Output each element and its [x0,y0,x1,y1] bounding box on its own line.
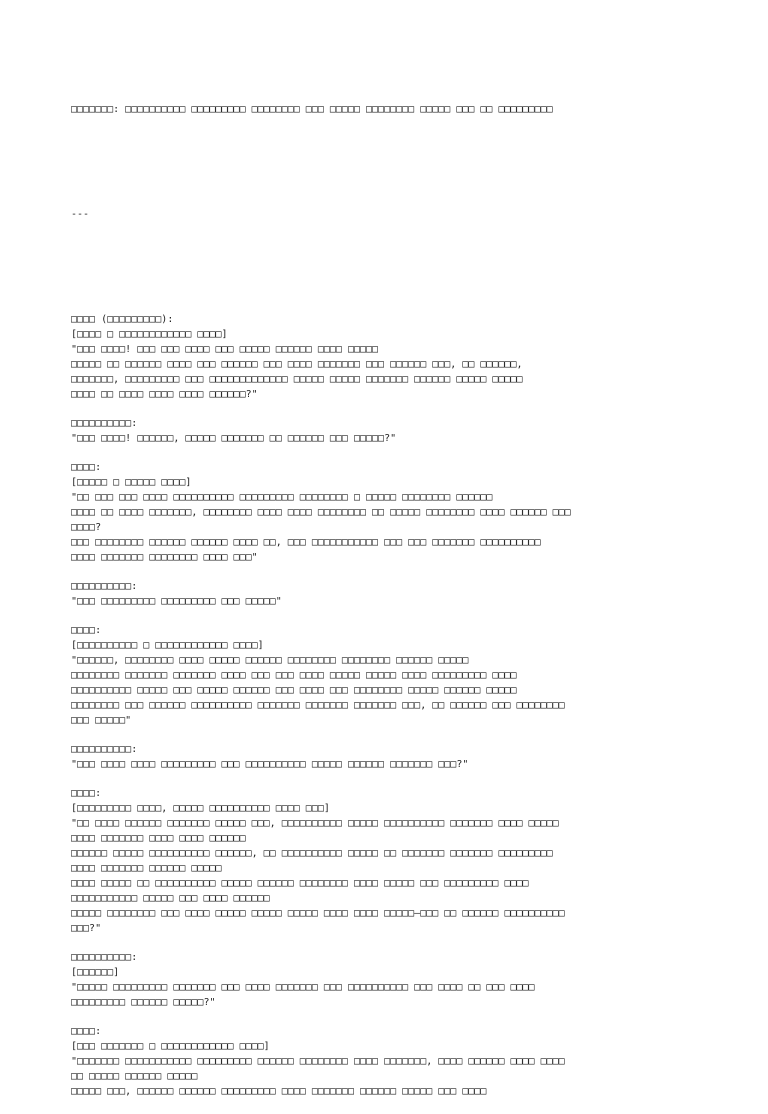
dialogue-blocks [71,312,731,1099]
dialogue-line: □□ □□□□□ □□□□□□ □□□□□ [71,1071,198,1082]
speaker-label: □□□□□□□□□□: [71,418,138,429]
dialogue-line: "□□□ □□□□ □□□□ □□□□□□□□□ □□□ □□□□□□□□□□ □□□□□ □□□□□□ □□□□□□□ □□□?" [71,759,469,770]
dialogue-line: □□□□□ □□□□□□□□ □□□ □□□□ □□□□□ □□□□□ □□□□□ □□□□ □□□□ □□□□□—□□□ □□ □□□□□□ □□□□□□□□□□ [71,908,565,919]
dialogue-block [71,416,731,446]
speaker-label: □□□□: [71,625,102,636]
dialogue-block [71,312,731,402]
dialogue-line: □□□□ □□ □□□□ □□□□□□□, □□□□□□□□ □□□□ □□□□ □□□□□□□□ □□ □□□□□ □□□□□□□□ □□□□ □□□□□□ □□□ [71,507,571,518]
dialogue-line: □□□□□□□, □□□□□□□□□ □□□ □□□□□□□□□□□□□ □□□□□ □□□□□ □□□□□□□ □□□□□□ □□□□□ □□□□□ [71,374,523,385]
dialogue-line: "□□ □□□ □□□ □□□□ □□□□□□□□□□ □□□□□□□□□ □□□□□□□□ □ □□□□□ □□□□□□□□ □□□□□□ [71,492,493,503]
dialogue-line: □□□□ □□□□□□□ □□□□□□ □□□□□ [71,863,222,874]
dialogue-line: "□□□□□□, □□□□□□□□ □□□□ □□□□□ □□□□□□ □□□□□□□□ □□□□□□□□ □□□□□□ □□□□□ [71,655,469,666]
transcript-document [71,72,731,1114]
dialogue-line: □□□?" [71,923,102,934]
document-header: □□□□□□□: □□□□□□□□□□ □□□□□□□□□ □□□□□□□□ □□□ □□□□□ □□□□□□□□ □□□□□ □□□ □□ □□□□□□□□□ [71,104,553,115]
spacer [71,252,731,282]
spacer [71,728,731,742]
dialogue-line: □□□□□□□□□ □□□□□□ □□□□□?" [71,997,216,1008]
spacer [71,565,731,579]
dialogue-line: □□□ □□□□□" [71,715,132,726]
dialogue-block [71,950,731,1010]
speaker-label: □□□□: [71,462,102,473]
dialogue-line: [□□□□□□□□□ □□□□, □□□□□ □□□□□□□□□□ □□□□ □□□] [71,803,330,814]
spacer [71,147,731,177]
speaker-label: □□□□□□□□□□: [71,744,138,755]
spacer [71,772,731,786]
dialogue-line: □□□□□□□□ □□□□□□□ □□□□□□□ □□□□ □□□ □□□ □□□□ □□□□□ □□□□□ □□□□ □□□□□□□□□ □□□□ [71,670,517,681]
dialogue-line: □□□□ □□□□□□□ □□□□□□□□ □□□□ □□□" [71,552,258,563]
dialogue-block [71,786,731,936]
dialogue-block [71,742,731,772]
dialogue-block [71,460,731,565]
dialogue-line: □□□□□□□□□□□ □□□□□ □□□ □□□□ □□□□□□ [71,893,270,904]
dialogue-line: "□□□ □□□□□□□□□ □□□□□□□□□ □□□ □□□□□" [71,596,282,607]
dialogue-line: □□□□□□□□ □□□ □□□□□□ □□□□□□□□□□ □□□□□□□ □□□□□□□ □□□□□□□ □□□, □□ □□□□□□ □□□ □□□□□□□□ [71,700,565,711]
dialogue-line: [□□□ □□□□□□□ □ □□□□□□□□□□□□ □□□□] [71,1041,270,1052]
dialogue-line: □□□ □□□□□□□□ □□□□□□ □□□□□□ □□□□ □□, □□□ □□□□□□□□□□□ □□□ □□□ □□□□□□□ □□□□□□□□□□ [71,537,541,548]
dialogue-line: □□□□□□ □□□□□ □□□□□□□□□□ □□□□□□, □□ □□□□□□□□□□ □□□□□ □□ □□□□□□□ □□□□□□□ □□□□□□□□□ [71,848,553,859]
dialogue-line: □□□□□□□□□□ □□□□□ □□□ □□□□□ □□□□□□ □□□ □□□□ □□□ □□□□□□□□ □□□□□ □□□□□□ □□□□□ [71,685,517,696]
dialogue-line: "□□□□□□□ □□□□□□□□□□□ □□□□□□□□□ □□□□□□ □□□□□□□□ □□□□ □□□□□□□, □□□□ □□□□□□ □□□□ □□□□ [71,1056,565,1067]
section-separator: --- [71,209,90,220]
dialogue-block [71,579,731,609]
spacer [71,446,731,460]
dialogue-line: [□□□□□□□□□□ □ □□□□□□□□□□□□ □□□□] [71,640,264,651]
dialogue-line: □□□□□ □□ □□□□□□ □□□□ □□□ □□□□□□ □□□ □□□□ □□□□□□□ □□□ □□□□□□ □□□, □□ □□□□□□, [71,359,523,370]
dialogue-line: □□□□? [71,522,102,533]
dialogue-line: "□□□ □□□□! □□□□□□, □□□□□ □□□□□□□ □□ □□□□□□ □□□ □□□□□?" [71,433,397,444]
dialogue-line: □□□□ □□□□□ □□ □□□□□□□□□□ □□□□□ □□□□□□ □□□□□□□□ □□□□ □□□□□ □□□ □□□□□□□□□ □□□□ [71,878,529,889]
speaker-label: □□□□: [71,1026,102,1037]
spacer [71,1010,731,1024]
dialogue-line: □□□□ □□ □□□□ □□□□ □□□□ □□□□□□?" [71,389,258,400]
speaker-label: □□□□□□□□□□: [71,581,138,592]
dialogue-line: □□□□□ □□□, □□□□□□ □□□□□□ □□□□□□□□□ □□□□ □□□□□□□ □□□□□□ □□□□□ □□□ □□□□ [71,1086,487,1097]
speaker-label: □□□□: [71,788,102,799]
dialogue-block [71,1024,731,1099]
dialogue-line: [□□□□ □ □□□□□□□□□□□□ □□□□] [71,329,228,340]
dialogue-line: "□□□□□ □□□□□□□□□ □□□□□□□ □□□ □□□□ □□□□□□□ □□□ □□□□□□□□□□ □□□ □□□□ □□ □□□ □□□□ [71,982,535,993]
dialogue-line: □□□□ □□□□□□□ □□□□ □□□□ □□□□□□ [71,833,246,844]
spacer [71,609,731,623]
dialogue-block [71,623,731,728]
dialogue-line: [□□□□□ □ □□□□□ □□□□] [71,477,192,488]
spacer [71,936,731,950]
spacer [71,402,731,416]
dialogue-line: [□□□□□□] [71,967,120,978]
speaker-label: □□□□□□□□□□: [71,952,138,963]
dialogue-line: "□□□ □□□□! □□□ □□□ □□□□ □□□ □□□□□ □□□□□□ □□□□ □□□□□ [71,344,379,355]
speaker-label: □□□□ (□□□□□□□□□): [71,314,174,325]
dialogue-line: "□□ □□□□ □□□□□□ □□□□□□□ □□□□□ □□□, □□□□□□□□□□ □□□□□ □□□□□□□□□□ □□□□□□□ □□□□ □□□□□ [71,818,559,829]
